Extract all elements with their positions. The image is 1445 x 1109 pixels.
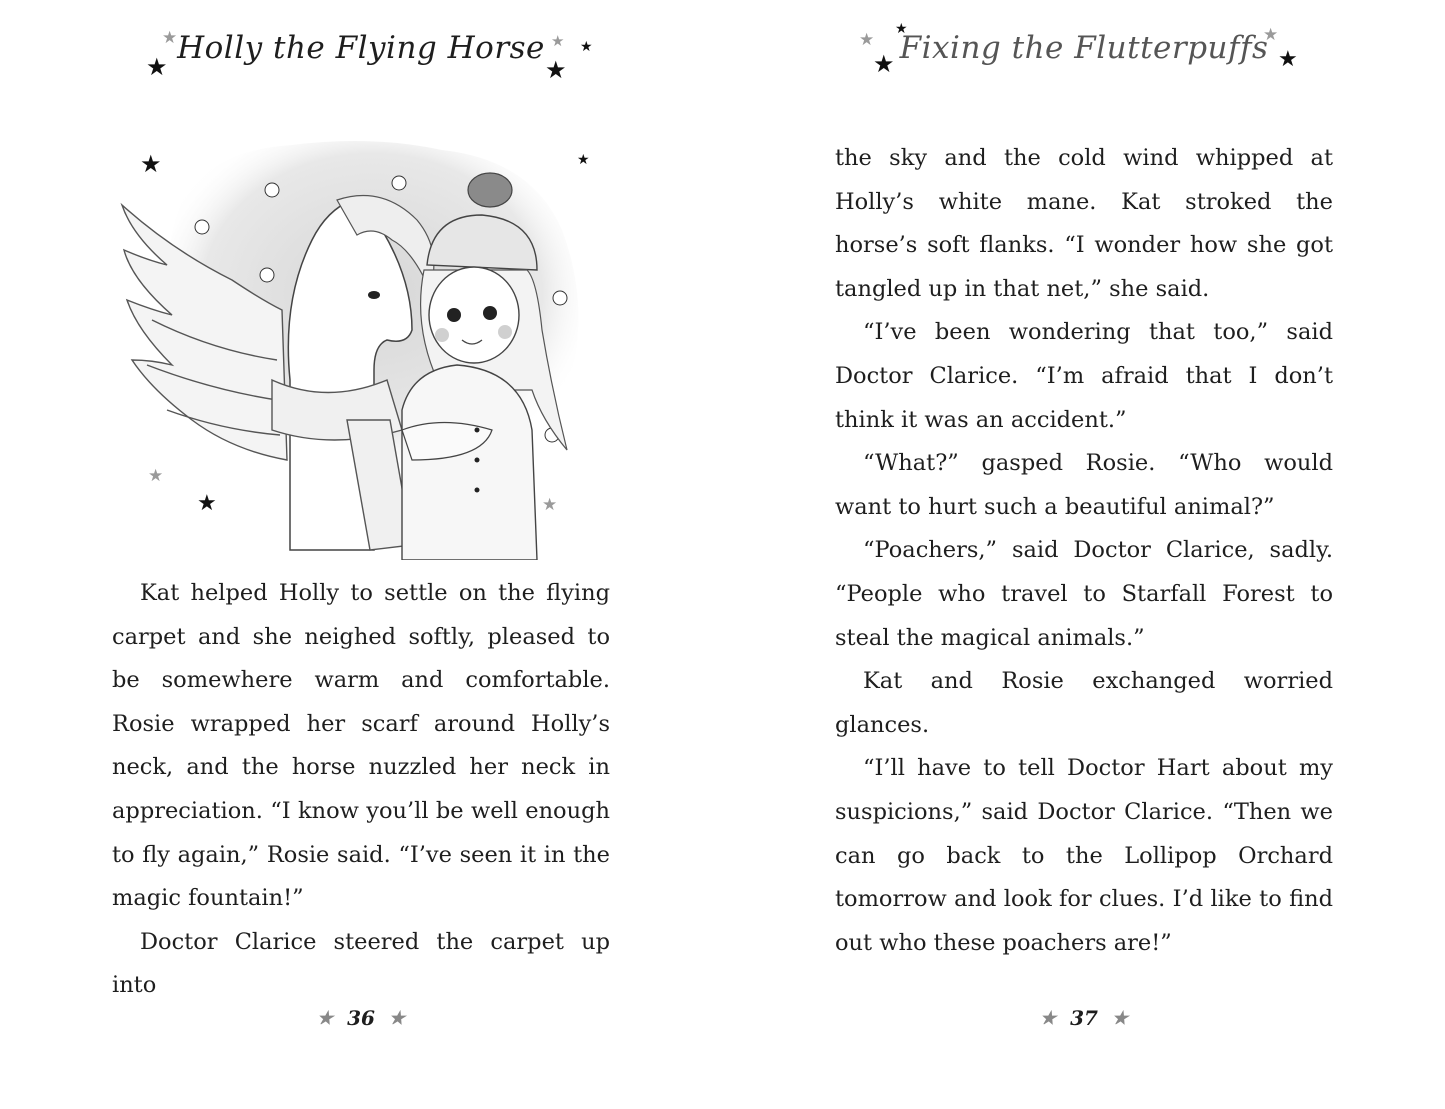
star-icon: ★ bbox=[140, 150, 162, 178]
paragraph: Doctor Clarice steered the carpet up into bbox=[112, 928, 610, 999]
paragraph: Kat and Rosie exchanged worried glances. bbox=[835, 668, 1333, 738]
star-icon: ★ bbox=[148, 466, 164, 486]
body-text bbox=[112, 572, 610, 1008]
body-text bbox=[835, 137, 1333, 965]
star-icon: ★ bbox=[545, 56, 567, 84]
running-head: Holly the Flying Horse bbox=[177, 30, 545, 66]
star-icon: ★ bbox=[1263, 25, 1279, 45]
star-icon: ★ bbox=[1039, 1008, 1057, 1029]
page-number bbox=[0, 1006, 722, 1030]
paragraph: “Poachers,” said Doctor Clarice, sadly. “People who travel to Starfall Forest to steal the magical animals.” bbox=[835, 537, 1333, 651]
star-icon: ★ bbox=[873, 50, 895, 78]
snowflake-icon bbox=[195, 220, 209, 234]
star-icon: ★ bbox=[388, 1008, 406, 1029]
star-icon: ★ bbox=[162, 28, 178, 48]
left-page bbox=[0, 0, 722, 1109]
snowflake-icon bbox=[553, 291, 567, 305]
pegasus-and-girl-illustration bbox=[112, 130, 612, 560]
right-page bbox=[723, 0, 1445, 1109]
star-icon: ★ bbox=[542, 495, 558, 515]
paragraph: “What?” gasped Rosie. “Who would want to hurt such a beautiful animal?” bbox=[835, 450, 1333, 520]
running-head: Fixing the Flutterpuffs bbox=[899, 30, 1269, 66]
star-icon: ★ bbox=[859, 30, 875, 50]
page-number-value: 36 bbox=[347, 1006, 375, 1030]
snowflake-icon bbox=[265, 183, 279, 197]
paragraph: Kat helped Holly to settle on the flying carpet and she neighed softly, pleased to be somewhere warm and comfortable. Rosie wrapped her scarf around Holly’s neck, and the horse nuzzled her neck in appreciation. “I know you’ll be well enough to fly again,” Rosie said. “I’ve seen it in the magic fountain!” bbox=[112, 580, 610, 912]
star-icon: ★ bbox=[1278, 47, 1298, 72]
snowflake-icon bbox=[392, 176, 406, 190]
paragraph: “I’ll have to tell Doctor Hart about my suspicions,” said Doctor Clarice. “Then we can go back to the Lollipop Orchard tomorrow and look for clues. I’d like to find out who these poachers are!” bbox=[835, 755, 1333, 956]
star-icon: ★ bbox=[1111, 1008, 1129, 1029]
paragraph: the sky and the cold wind whipped at Holly’s white mane. Kat stroked the horse’s soft flanks. “I wonder how she got tangled up in that net,” she said. bbox=[835, 145, 1333, 302]
snowflake-icon bbox=[260, 268, 274, 282]
star-icon: ★ bbox=[146, 53, 168, 81]
paragraph: “I’ve been wondering that too,” said Doctor Clarice. “I’m afraid that I don’t think it was an accident.” bbox=[835, 319, 1333, 433]
star-icon: ★ bbox=[580, 39, 593, 55]
star-icon: ★ bbox=[895, 21, 908, 37]
star-icon: ★ bbox=[577, 152, 590, 168]
star-icon: ★ bbox=[316, 1008, 334, 1029]
page-number bbox=[723, 1006, 1445, 1030]
star-icon: ★ bbox=[197, 491, 217, 516]
star-icon: ★ bbox=[551, 32, 565, 50]
page-number-value: 37 bbox=[1070, 1006, 1098, 1030]
